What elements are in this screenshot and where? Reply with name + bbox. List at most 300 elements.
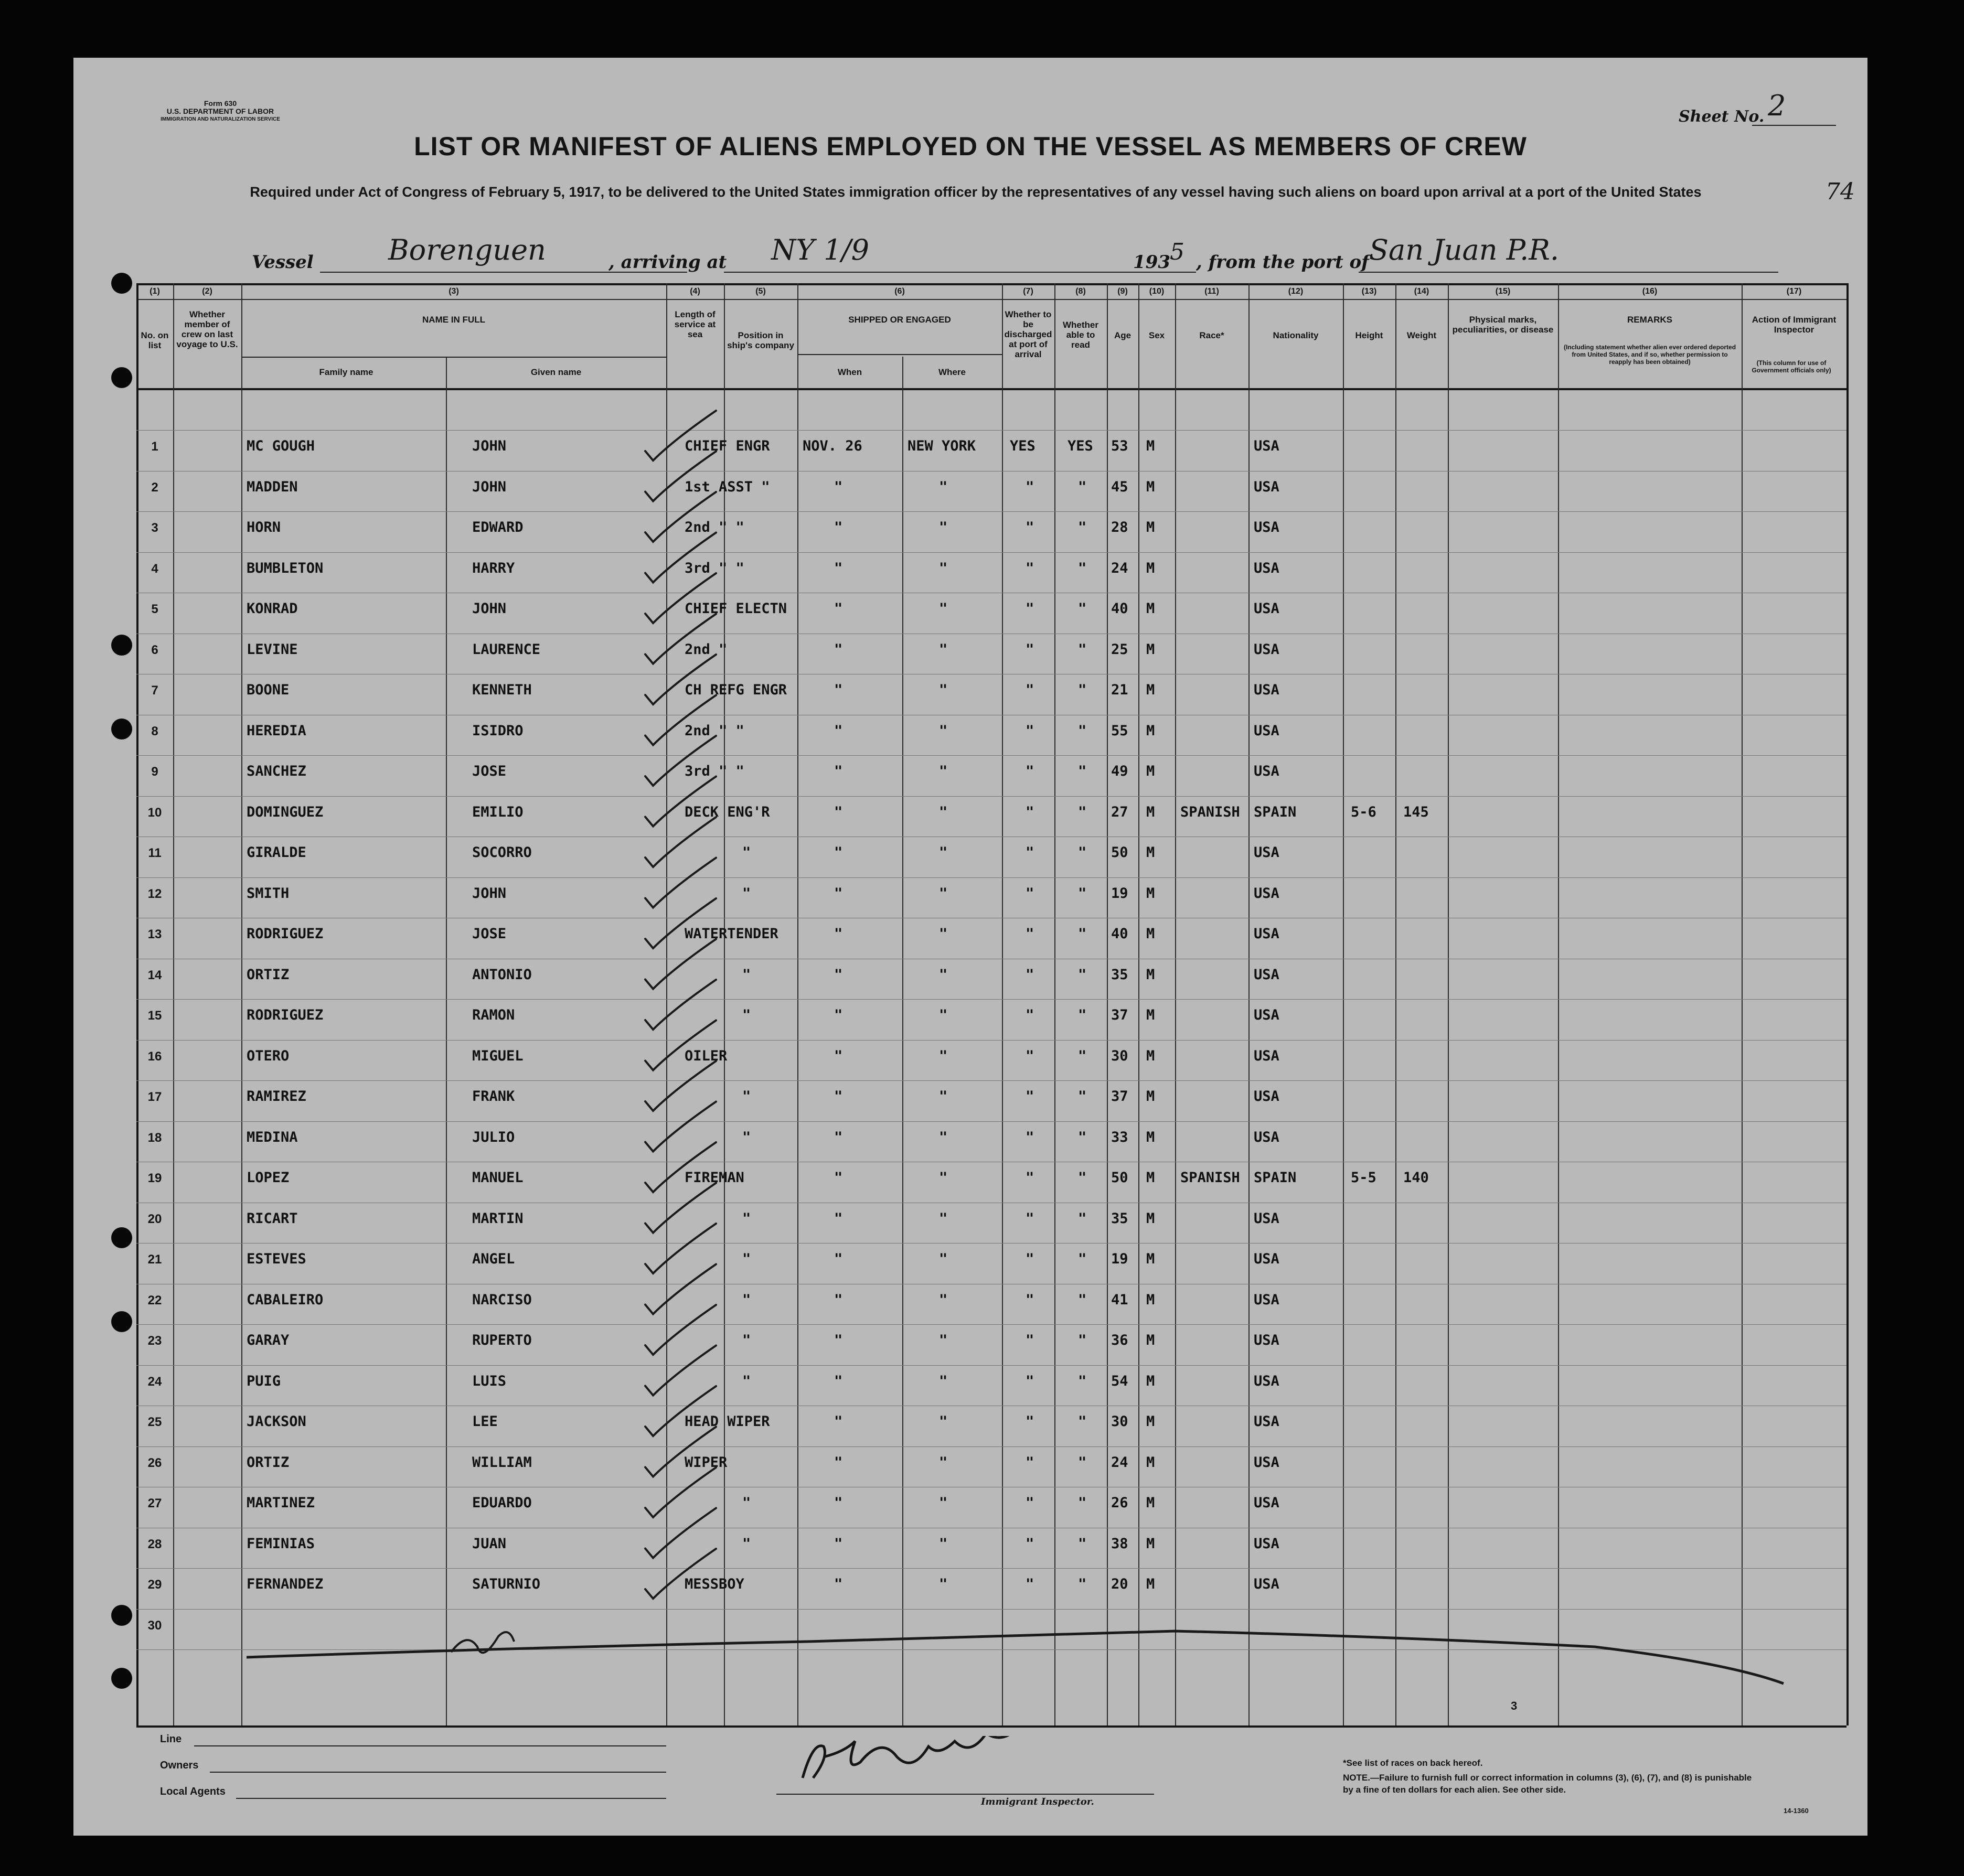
cell-position: 2nd " xyxy=(685,641,728,658)
cell-read: " xyxy=(1078,601,1087,617)
cell-discharged: " xyxy=(1026,1373,1034,1389)
cell-read: " xyxy=(1078,1373,1087,1389)
cell-sex: M xyxy=(1146,1373,1155,1389)
column-number: (1) xyxy=(150,287,160,296)
cell-nationality: USA xyxy=(1254,763,1279,779)
cell-position: " xyxy=(742,1332,751,1348)
cell-where: " xyxy=(939,1576,948,1592)
inspector-signature xyxy=(792,1736,1170,1794)
cell-where: " xyxy=(939,1373,948,1389)
cell-where: " xyxy=(939,1210,948,1227)
cell-given: RAMON xyxy=(472,1007,515,1023)
line-label: Line xyxy=(160,1733,182,1745)
row-number: 30 xyxy=(147,1618,162,1633)
cell-position: " xyxy=(742,1536,751,1552)
cell-age: 30 xyxy=(1111,1048,1128,1064)
cell-read: " xyxy=(1078,1332,1087,1348)
cell-discharged: " xyxy=(1026,1454,1034,1471)
cell-nationality: SPAIN xyxy=(1254,1170,1297,1186)
cell-position: WIPER xyxy=(685,1454,728,1471)
cell-family: GIRALDE xyxy=(247,844,306,861)
local-agents-label: Local Agents xyxy=(160,1786,226,1797)
row-number: 2 xyxy=(151,480,158,495)
cell-sex: M xyxy=(1146,1007,1155,1023)
cell-family: CABALEIRO xyxy=(247,1292,324,1308)
from-port-label: , from the port of xyxy=(1196,252,1369,273)
cell-age: 19 xyxy=(1111,1251,1128,1267)
cell-position: 3rd " " xyxy=(685,763,744,779)
cell-nationality: USA xyxy=(1254,1251,1279,1267)
cell-where: " xyxy=(939,1413,948,1430)
cell-discharged: " xyxy=(1026,1332,1034,1348)
cell-sex: M xyxy=(1146,1332,1155,1348)
cell-read: " xyxy=(1078,1048,1087,1064)
cell-family: FEMINIAS xyxy=(247,1536,315,1552)
cell-when: " xyxy=(834,1292,843,1308)
cell-nationality: USA xyxy=(1254,682,1279,698)
column-number: (8) xyxy=(1075,287,1086,296)
cell-where: " xyxy=(939,560,948,576)
cell-when: " xyxy=(834,1536,843,1552)
cell-family: BOONE xyxy=(247,682,290,698)
penalty-note: NOTE.—Failure to furnish full or correct information in columns (3), (6), (7), and (8) is punishable by a fine of ten dollars for each alien. See other side. xyxy=(1343,1773,1752,1795)
row-number: 8 xyxy=(151,724,158,738)
row-number: 12 xyxy=(147,887,162,901)
cell-given: JULIO xyxy=(472,1129,515,1145)
cell-nationality: USA xyxy=(1254,1129,1279,1145)
binder-hole xyxy=(111,1311,132,1332)
cell-read: " xyxy=(1078,763,1087,779)
cell-age: 30 xyxy=(1111,1413,1128,1430)
cell-discharged: " xyxy=(1026,682,1034,698)
row-number: 20 xyxy=(147,1212,162,1226)
cell-nationality: USA xyxy=(1254,1373,1279,1389)
cell-discharged: " xyxy=(1026,1048,1034,1064)
cell-position: WATERTENDER xyxy=(685,926,778,942)
cell-given: JOHN xyxy=(472,885,507,902)
cell-age: 40 xyxy=(1111,601,1128,617)
cell-family: RICART xyxy=(247,1210,298,1227)
cell-discharged: " xyxy=(1026,1007,1034,1023)
row-number: 24 xyxy=(147,1375,162,1389)
cell-position: " xyxy=(742,1373,751,1389)
cell-discharged: " xyxy=(1026,844,1034,861)
cell-age: 25 xyxy=(1111,641,1128,658)
cell-nationality: USA xyxy=(1254,1210,1279,1227)
cell-discharged: " xyxy=(1026,1495,1034,1511)
cell-given: JOSE xyxy=(472,763,507,779)
cell-given: EDUARDO xyxy=(472,1495,532,1511)
binder-hole xyxy=(111,367,132,388)
binder-hole xyxy=(111,273,132,294)
binder-hole xyxy=(111,635,132,656)
column-number: (5) xyxy=(755,287,766,296)
row-number: 25 xyxy=(147,1415,162,1429)
cell-position: " xyxy=(742,967,751,983)
cell-when: " xyxy=(834,763,843,779)
cell-given: FRANK xyxy=(472,1088,515,1105)
row-number: 5 xyxy=(151,602,158,616)
cell-age: 33 xyxy=(1111,1129,1128,1145)
column-header: Sex xyxy=(1148,330,1165,340)
cell-where: " xyxy=(939,1454,948,1471)
row-number: 26 xyxy=(147,1456,162,1470)
arriving-value: NY 1/9 xyxy=(771,233,869,266)
cell-when: " xyxy=(834,723,843,739)
cell-where: " xyxy=(939,1536,948,1552)
row-number: 23 xyxy=(147,1334,162,1348)
cell-given: WILLIAM xyxy=(472,1454,532,1471)
cell-when: " xyxy=(834,1007,843,1023)
cell-family: JACKSON xyxy=(247,1413,306,1430)
cell-sex: M xyxy=(1146,763,1155,779)
cell-discharged: " xyxy=(1026,1251,1034,1267)
cell-read: " xyxy=(1078,519,1087,535)
row-number: 10 xyxy=(147,806,162,820)
cell-when: " xyxy=(834,641,843,658)
row-number: 16 xyxy=(147,1049,162,1064)
cell-when: " xyxy=(834,967,843,983)
cell-nationality: USA xyxy=(1254,601,1279,617)
checkmark-icon xyxy=(645,411,716,460)
family-name-subheader: Family name xyxy=(319,367,373,377)
cell-age: 40 xyxy=(1111,926,1128,942)
cell-nationality: USA xyxy=(1254,519,1279,535)
cell-age: 53 xyxy=(1111,438,1128,454)
cell-when: " xyxy=(834,1576,843,1592)
cell-read: " xyxy=(1078,641,1087,658)
cell-given: HARRY xyxy=(472,560,515,576)
cell-nationality: USA xyxy=(1254,926,1279,942)
cell-family: OTERO xyxy=(247,1048,290,1064)
cell-family: MADDEN xyxy=(247,479,298,495)
cell-race: SPANISH xyxy=(1180,1170,1240,1186)
cell-read: YES xyxy=(1068,438,1093,454)
cell-where: " xyxy=(939,926,948,942)
cell-family: FERNANDEZ xyxy=(247,1576,324,1592)
column-number: (15) xyxy=(1495,287,1511,296)
cell-nationality: USA xyxy=(1254,723,1279,739)
cell-sex: M xyxy=(1146,438,1155,454)
cell-sex: M xyxy=(1146,1454,1155,1471)
cell-position: " xyxy=(742,1210,751,1227)
cell-nationality: USA xyxy=(1254,1495,1279,1511)
cell-age: 24 xyxy=(1111,1454,1128,1471)
cell-when: " xyxy=(834,1088,843,1105)
cell-read: " xyxy=(1078,1576,1087,1592)
row-number: 22 xyxy=(147,1293,162,1307)
cell-age: 54 xyxy=(1111,1373,1128,1389)
cell-read: " xyxy=(1078,926,1087,942)
cell-family: SANCHEZ xyxy=(247,763,306,779)
cell-sex: M xyxy=(1146,641,1155,658)
row-number: 6 xyxy=(151,643,158,657)
cell-read: " xyxy=(1078,885,1087,902)
cell-discharged: YES xyxy=(1010,438,1036,454)
cell-discharged: " xyxy=(1026,885,1034,902)
column-number: (9) xyxy=(1117,287,1128,296)
cell-nationality: USA xyxy=(1254,479,1279,495)
races-note: *See list of races on back hereof. xyxy=(1343,1758,1483,1768)
cell-where: " xyxy=(939,1007,948,1023)
when-subheader: When xyxy=(837,367,862,377)
cell-family: MARTINEZ xyxy=(247,1495,315,1511)
cell-sex: M xyxy=(1146,926,1155,942)
cell-when: " xyxy=(834,1170,843,1186)
row-number: 17 xyxy=(147,1090,162,1104)
cell-given: RUPERTO xyxy=(472,1332,532,1348)
cell-nationality: USA xyxy=(1254,1536,1279,1552)
inspector-caption: Immigrant Inspector. xyxy=(981,1796,1094,1807)
cell-discharged: " xyxy=(1026,1170,1034,1186)
cell-nationality: USA xyxy=(1254,641,1279,658)
cell-where: " xyxy=(939,1129,948,1145)
cell-nationality: SPAIN xyxy=(1254,804,1297,820)
department-name: U.S. DEPARTMENT OF LABOR xyxy=(166,107,274,115)
column-header: Age xyxy=(1114,330,1132,340)
from-port-value: San Juan P.R. xyxy=(1369,233,1560,266)
cell-position: " xyxy=(742,1007,751,1023)
agents-underline xyxy=(236,1798,666,1799)
cell-where: " xyxy=(939,885,948,902)
cell-where: " xyxy=(939,804,948,820)
cell-nationality: USA xyxy=(1254,438,1279,454)
column-number: (3) xyxy=(449,287,459,296)
column-number: (16) xyxy=(1642,287,1658,296)
column-header: NAME IN FULL xyxy=(422,315,485,325)
cell-height: 5-6 xyxy=(1351,804,1376,820)
cell-sex: M xyxy=(1146,1048,1155,1064)
cell-sex: M xyxy=(1146,967,1155,983)
cell-sex: M xyxy=(1146,1170,1155,1186)
row-number: 19 xyxy=(147,1171,162,1185)
cell-read: " xyxy=(1078,479,1087,495)
cell-discharged: " xyxy=(1026,1292,1034,1308)
row-number: 4 xyxy=(151,562,158,576)
year-prefix: 193 xyxy=(1133,252,1170,273)
cell-given: MANUEL xyxy=(472,1170,524,1186)
column-number: (12) xyxy=(1288,287,1304,296)
cell-sex: M xyxy=(1146,844,1155,861)
cell-where: " xyxy=(939,479,948,495)
cell-age: 28 xyxy=(1111,519,1128,535)
row-number: 7 xyxy=(151,683,158,698)
cell-age: 55 xyxy=(1111,723,1128,739)
cell-where: " xyxy=(939,641,948,658)
column-number: (2) xyxy=(202,287,212,296)
print-code: 14-1360 xyxy=(1784,1807,1809,1815)
row-number: 11 xyxy=(148,846,162,860)
cell-read: " xyxy=(1078,1454,1087,1471)
cell-discharged: " xyxy=(1026,723,1034,739)
cell-family: HORN xyxy=(247,519,281,535)
cell-sex: M xyxy=(1146,682,1155,698)
column-number: (17) xyxy=(1786,287,1802,296)
cell-age: 50 xyxy=(1111,844,1128,861)
cell-family: BUMBLETON xyxy=(247,560,324,576)
cell-where: " xyxy=(939,1332,948,1348)
cell-when: " xyxy=(834,1454,843,1471)
cell-sex: M xyxy=(1146,479,1155,495)
cell-position: CHIEF ELECTN xyxy=(685,601,787,617)
cell-given: JOHN xyxy=(472,601,507,617)
column-header: Position in ship's company xyxy=(727,330,794,350)
cell-when: " xyxy=(834,1495,843,1511)
cell-family: RAMIREZ xyxy=(247,1088,306,1105)
cell-age: 35 xyxy=(1111,967,1128,983)
cell-sex: M xyxy=(1146,885,1155,902)
cell-when: " xyxy=(834,804,843,820)
cell-age: 20 xyxy=(1111,1576,1128,1592)
cell-position: CHIEF ENGR xyxy=(685,438,770,454)
cell-position: " xyxy=(742,1088,751,1105)
cell-position: 3rd " " xyxy=(685,560,744,576)
cell-given: JOSE xyxy=(472,926,507,942)
cell-discharged: " xyxy=(1026,926,1034,942)
row-number: 14 xyxy=(147,968,162,982)
cell-when: " xyxy=(834,1413,843,1430)
cell-family: LEVINE xyxy=(247,641,298,658)
cell-when: " xyxy=(834,682,843,698)
page-subtitle: Required under Act of Congress of February 5, 1917, to be delivered to the United States immigration officer by the representatives of any vessel having such aliens on board upon arrival at a port of the United States xyxy=(250,184,1702,200)
corner-number: 74 xyxy=(1826,178,1855,205)
cell-given: MIGUEL xyxy=(472,1048,524,1064)
cell-position: " xyxy=(742,1292,751,1308)
cell-read: " xyxy=(1078,723,1087,739)
cell-where: " xyxy=(939,682,948,698)
closing-pen-line xyxy=(247,1631,1784,1684)
cell-family: PUIG xyxy=(247,1373,281,1389)
column-header: Action of Immigrant Inspector xyxy=(1752,315,1837,335)
cell-when: " xyxy=(834,601,843,617)
cell-age: 41 xyxy=(1111,1292,1128,1308)
cell-when: " xyxy=(834,926,843,942)
cell-given: LAURENCE xyxy=(472,641,541,658)
cell-given: ANTONIO xyxy=(472,967,532,983)
cell-nationality: USA xyxy=(1254,1007,1279,1023)
cell-position: " xyxy=(742,1495,751,1511)
cell-nationality: USA xyxy=(1254,560,1279,576)
cell-sex: M xyxy=(1146,1413,1155,1430)
cell-age: 35 xyxy=(1111,1210,1128,1227)
column-header: Physical marks, peculiarities, or disease xyxy=(1452,315,1554,335)
cell-family: GARAY xyxy=(247,1332,290,1348)
cell-given: LEE xyxy=(472,1413,498,1430)
cell-read: " xyxy=(1078,560,1087,576)
cell-weight: 140 xyxy=(1403,1170,1429,1186)
column-header: Length of service at sea xyxy=(674,309,716,339)
cell-age: 21 xyxy=(1111,682,1128,698)
cell-age: 45 xyxy=(1111,479,1128,495)
form-id: Form 630 xyxy=(204,99,237,108)
cell-read: " xyxy=(1078,1292,1087,1308)
cell-position: 2nd " " xyxy=(685,519,744,535)
cell-height: 5-5 xyxy=(1351,1170,1376,1186)
cell-read: " xyxy=(1078,1210,1087,1227)
cell-where: NEW YORK xyxy=(908,438,976,454)
sheet-number-value: 2 xyxy=(1768,89,1786,122)
cell-discharged: " xyxy=(1026,763,1034,779)
cell-given: ISIDRO xyxy=(472,723,524,739)
remarks-note: (Including statement whether alien ever ordered deported from United States, and if so, whether permission to reapply has been obtained) xyxy=(1563,344,1736,366)
cell-read: " xyxy=(1078,1088,1087,1105)
cell-nationality: USA xyxy=(1254,1292,1279,1308)
cell-read: " xyxy=(1078,1007,1087,1023)
cell-nationality: USA xyxy=(1254,967,1279,983)
cell-discharged: " xyxy=(1026,967,1034,983)
cell-given: EMILIO xyxy=(472,804,524,820)
cell-read: " xyxy=(1078,1129,1087,1145)
column-header: Whether able to read xyxy=(1063,320,1098,350)
row-number: 13 xyxy=(147,927,162,941)
cell-family: MC GOUGH xyxy=(247,438,315,454)
cell-read: " xyxy=(1078,1413,1087,1430)
cell-family: RODRIGUEZ xyxy=(247,926,324,942)
binder-hole xyxy=(111,719,132,739)
cell-read: " xyxy=(1078,804,1087,820)
cell-family: MEDINA xyxy=(247,1129,298,1145)
owners-underline xyxy=(210,1772,666,1773)
column-number: (7) xyxy=(1023,287,1033,296)
cell-where: " xyxy=(939,1292,948,1308)
cell-race: SPANISH xyxy=(1180,804,1240,820)
cell-sex: M xyxy=(1146,1495,1155,1511)
cell-family: KONRAD xyxy=(247,601,298,617)
column-header: No. on list xyxy=(141,330,169,350)
inspector-note: (This column for use of Government officials only) xyxy=(1752,359,1831,374)
cell-sex: M xyxy=(1146,1251,1155,1267)
cell-position: " xyxy=(742,1129,751,1145)
column-number: (13) xyxy=(1361,287,1377,296)
cell-family: HEREDIA xyxy=(247,723,306,739)
cell-where: " xyxy=(939,967,948,983)
cell-when: " xyxy=(834,844,843,861)
cell-age: 27 xyxy=(1111,804,1128,820)
binder-hole xyxy=(111,1668,132,1689)
cell-where: " xyxy=(939,1088,948,1105)
cell-position: HEAD WIPER xyxy=(685,1413,770,1430)
row-number: 15 xyxy=(147,1009,162,1023)
row-number: 9 xyxy=(151,765,158,779)
cell-sex: M xyxy=(1146,560,1155,576)
cell-discharged: " xyxy=(1026,1413,1034,1430)
cell-when: " xyxy=(834,479,843,495)
cell-age: 50 xyxy=(1111,1170,1128,1186)
cell-discharged: " xyxy=(1026,804,1034,820)
cell-read: " xyxy=(1078,844,1087,861)
vessel-value: Borenguen xyxy=(388,233,546,266)
cell-read: " xyxy=(1078,1170,1087,1186)
cell-nationality: USA xyxy=(1254,1048,1279,1064)
column-number: (11) xyxy=(1204,287,1219,296)
cell-position: OILER xyxy=(685,1048,728,1064)
cell-given: NARCISO xyxy=(472,1292,532,1308)
cell-position: MESSBOY xyxy=(685,1576,744,1592)
row-number: 27 xyxy=(147,1496,162,1510)
cell-sex: M xyxy=(1146,723,1155,739)
column-header: SHIPPED OR ENGAGED xyxy=(848,315,951,325)
cell-nationality: USA xyxy=(1254,1454,1279,1471)
cell-age: 24 xyxy=(1111,560,1128,576)
cell-read: " xyxy=(1078,682,1087,698)
column-number: (4) xyxy=(690,287,700,296)
arriving-label: , arriving at xyxy=(609,252,727,273)
column-header: Height xyxy=(1355,330,1383,340)
binder-hole xyxy=(111,1605,132,1626)
stray-mark: 3 xyxy=(1511,1699,1518,1712)
cell-discharged: " xyxy=(1026,1210,1034,1227)
cell-given: SOCORRO xyxy=(472,844,532,861)
